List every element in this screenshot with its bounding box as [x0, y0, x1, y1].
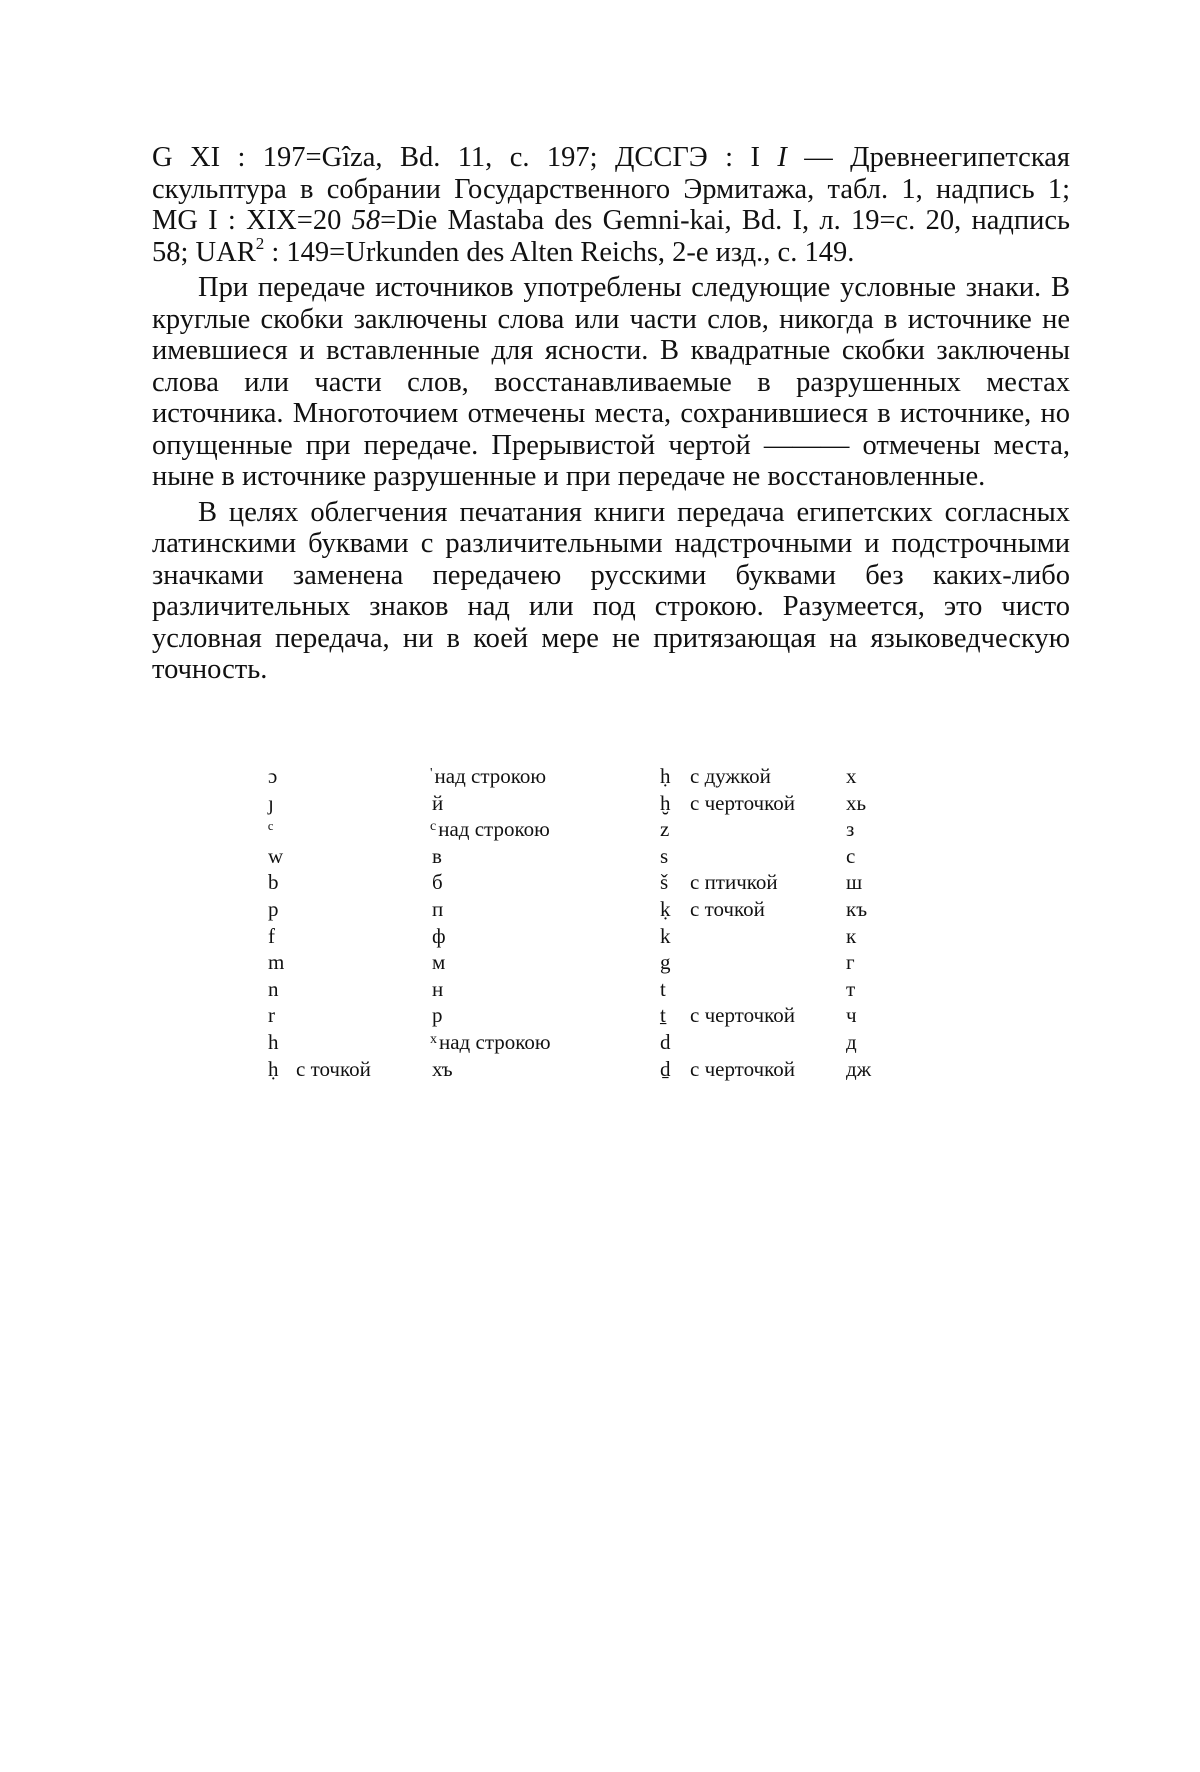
egyptian-letter-1: ȷ: [268, 790, 274, 815]
table-row: [268, 1028, 906, 1055]
egyptian-letter-2: ḫ: [660, 790, 671, 815]
russian-equivalent-2: т: [846, 976, 856, 1001]
table-row: [268, 1055, 906, 1082]
note-1: с точкой: [296, 1056, 371, 1081]
russian-equivalent-2: ш: [846, 870, 863, 895]
egyptian-letter-2: ṯ: [660, 1003, 666, 1028]
note-2: [690, 842, 846, 869]
russian-equivalent-1: [430, 842, 660, 869]
russian-equivalent-2: дж: [846, 1056, 872, 1081]
russian-equivalent-1: [430, 815, 660, 842]
reference-text: : 149=Urkunden des Alten Reichs, 2-е изд., с. 149.: [264, 236, 855, 268]
egyptian-letter-2: ḥ: [660, 764, 671, 788]
egyptian-letter-2: š: [660, 870, 669, 895]
reference-text: G XI : 197=Gîza, Bd. 11, с. 197; ДССГЭ : I: [152, 142, 778, 173]
russian-equivalent-2: хь: [846, 790, 867, 815]
russian-equivalent-1: [430, 762, 660, 789]
egyptian-letter-1: r: [268, 1003, 275, 1028]
russian-equivalent-2: з: [846, 817, 855, 842]
conventions-paragraph: При передаче источников употреблены следующие условные знаки. В круглые скобки заключены слова или части слов, никогда в источнике не имевшиеся и вставленные для ясности. В квадратные скобки заключены слова или части слов, восстанавливаемые в разрушенных местах источника. Многоточием отмечены места, сохранившиеся в источнике, но опущенные при передаче. Прерывистой чертой ——— отмечены места, ныне в источнике разрушенные и при передаче не восстановленные.: [152, 272, 1070, 492]
egyptian-letter-2: s: [660, 843, 669, 868]
russian-equivalent-1: [430, 948, 660, 975]
russian-text: м: [432, 950, 446, 975]
egyptian-letter-1: h: [268, 1029, 279, 1054]
note-1: [296, 895, 430, 922]
note-1: [296, 762, 430, 789]
transliteration-paragraph: В целях облегчения печатания книги передача египетских согласных латинскими буквами с различительными надстрочными и подстрочными значками заменена передачею русскими буквами без каких-либо различительных знаков над или под строкою. Разумеется, это чисто условная передача, ни в коей мере не притязающая на языковедческую точность.: [152, 496, 1070, 685]
russian-text: хъ: [432, 1056, 453, 1081]
russian-text: над строкою: [439, 1029, 551, 1054]
russian-equivalent-2: къ: [846, 896, 868, 921]
note-2: [690, 975, 846, 1002]
russian-text: ф: [432, 923, 446, 948]
egyptian-letter-2: g: [660, 950, 671, 975]
russian-equivalent-2: ч: [846, 1003, 857, 1028]
diacritic-mark: ': [430, 766, 433, 781]
note-1: [296, 948, 430, 975]
russian-text: п: [432, 896, 444, 921]
note-2: [690, 922, 846, 949]
table-row: [268, 762, 906, 789]
note-1: [296, 868, 430, 895]
russian-equivalent-2: г: [846, 950, 855, 975]
note-1: [296, 842, 430, 869]
russian-equivalent-1: [430, 1028, 660, 1055]
note-1: [296, 1001, 430, 1028]
reference-italic: 58: [351, 205, 381, 236]
note-1: [296, 1028, 430, 1055]
russian-equivalent-1: [430, 1055, 660, 1082]
table-row: [268, 975, 906, 1002]
transliteration-table: [268, 762, 906, 1081]
egyptian-letter-1: p: [268, 896, 279, 921]
egyptian-letter-1: f: [268, 923, 275, 948]
reference-superscript: 2: [255, 233, 265, 253]
russian-equivalent-1: [430, 895, 660, 922]
russian-equivalent-2: с: [846, 843, 856, 868]
table-row: [268, 922, 906, 949]
egyptian-letter-2: ḏ: [660, 1056, 671, 1081]
note-2: с птичкой: [690, 870, 778, 895]
reference-text: =Die Mastaba des Gemni-kai, Bd. I, л. 19=с. 20, надпись 58; UAR: [152, 205, 1070, 268]
table-row: [268, 815, 906, 842]
note-2: [690, 948, 846, 975]
russian-text: р: [432, 1003, 443, 1028]
table-row: [268, 895, 906, 922]
table-row: [268, 1001, 906, 1028]
russian-equivalent-1: [430, 975, 660, 1002]
reference-text: — Древнеегипетская скульптура в собрании Государственного Эрмитажа, табл. 1, надпись 1; MG I : XIX=20: [152, 142, 1070, 236]
note-2: [690, 815, 846, 842]
russian-text: над строкою: [438, 817, 550, 842]
egyptian-letter-2: k: [660, 923, 671, 948]
note-1: [296, 975, 430, 1002]
table-row: [268, 948, 906, 975]
table-row: [268, 842, 906, 869]
russian-text: б: [432, 870, 443, 895]
note-2: с черточкой: [690, 1056, 795, 1081]
egyptian-letter-1: ḥ: [268, 1056, 279, 1081]
russian-equivalent-1: [430, 789, 660, 816]
table-row: [268, 789, 906, 816]
egyptian-letter-2: ḳ: [660, 896, 671, 921]
table-row: [268, 868, 906, 895]
russian-text: н: [432, 976, 444, 1001]
note-1: [296, 789, 430, 816]
egyptian-letter-2: z: [660, 817, 670, 842]
note-2: с черточкой: [690, 790, 795, 815]
egyptian-letter-1: w: [268, 843, 284, 868]
note-2: с черточкой: [690, 1003, 795, 1028]
egyptian-letter-2: d: [660, 1029, 671, 1054]
note-1: [296, 815, 430, 842]
egyptian-letter-1: n: [268, 976, 279, 1001]
references-paragraph: [152, 142, 1070, 268]
russian-equivalent-2: к: [846, 923, 857, 948]
russian-text: над строкою: [434, 764, 547, 788]
russian-equivalent-2: д: [846, 1029, 857, 1054]
main-text: [152, 142, 1070, 686]
russian-equivalent-1: [430, 1001, 660, 1028]
egyptian-letter-1: ɔ: [268, 764, 278, 788]
note-2: с точкой: [690, 896, 765, 921]
reference-italic: I: [777, 142, 787, 173]
egyptian-letter-1: m: [268, 950, 285, 975]
russian-equivalent-1: [430, 922, 660, 949]
russian-equivalent-2: х: [846, 764, 857, 788]
russian-text: й: [432, 790, 444, 815]
note-1: [296, 922, 430, 949]
note-2: с дужкой: [690, 764, 771, 788]
egyptian-letter-1: b: [268, 870, 279, 895]
egyptian-letter-1: ᶜ: [268, 817, 274, 842]
russian-text: в: [432, 843, 442, 868]
diacritic-mark: с: [430, 819, 437, 835]
egyptian-letter-2: t: [660, 976, 666, 1001]
russian-equivalent-1: [430, 868, 660, 895]
diacritic-mark: x: [430, 1031, 437, 1047]
note-2: [690, 1028, 846, 1055]
